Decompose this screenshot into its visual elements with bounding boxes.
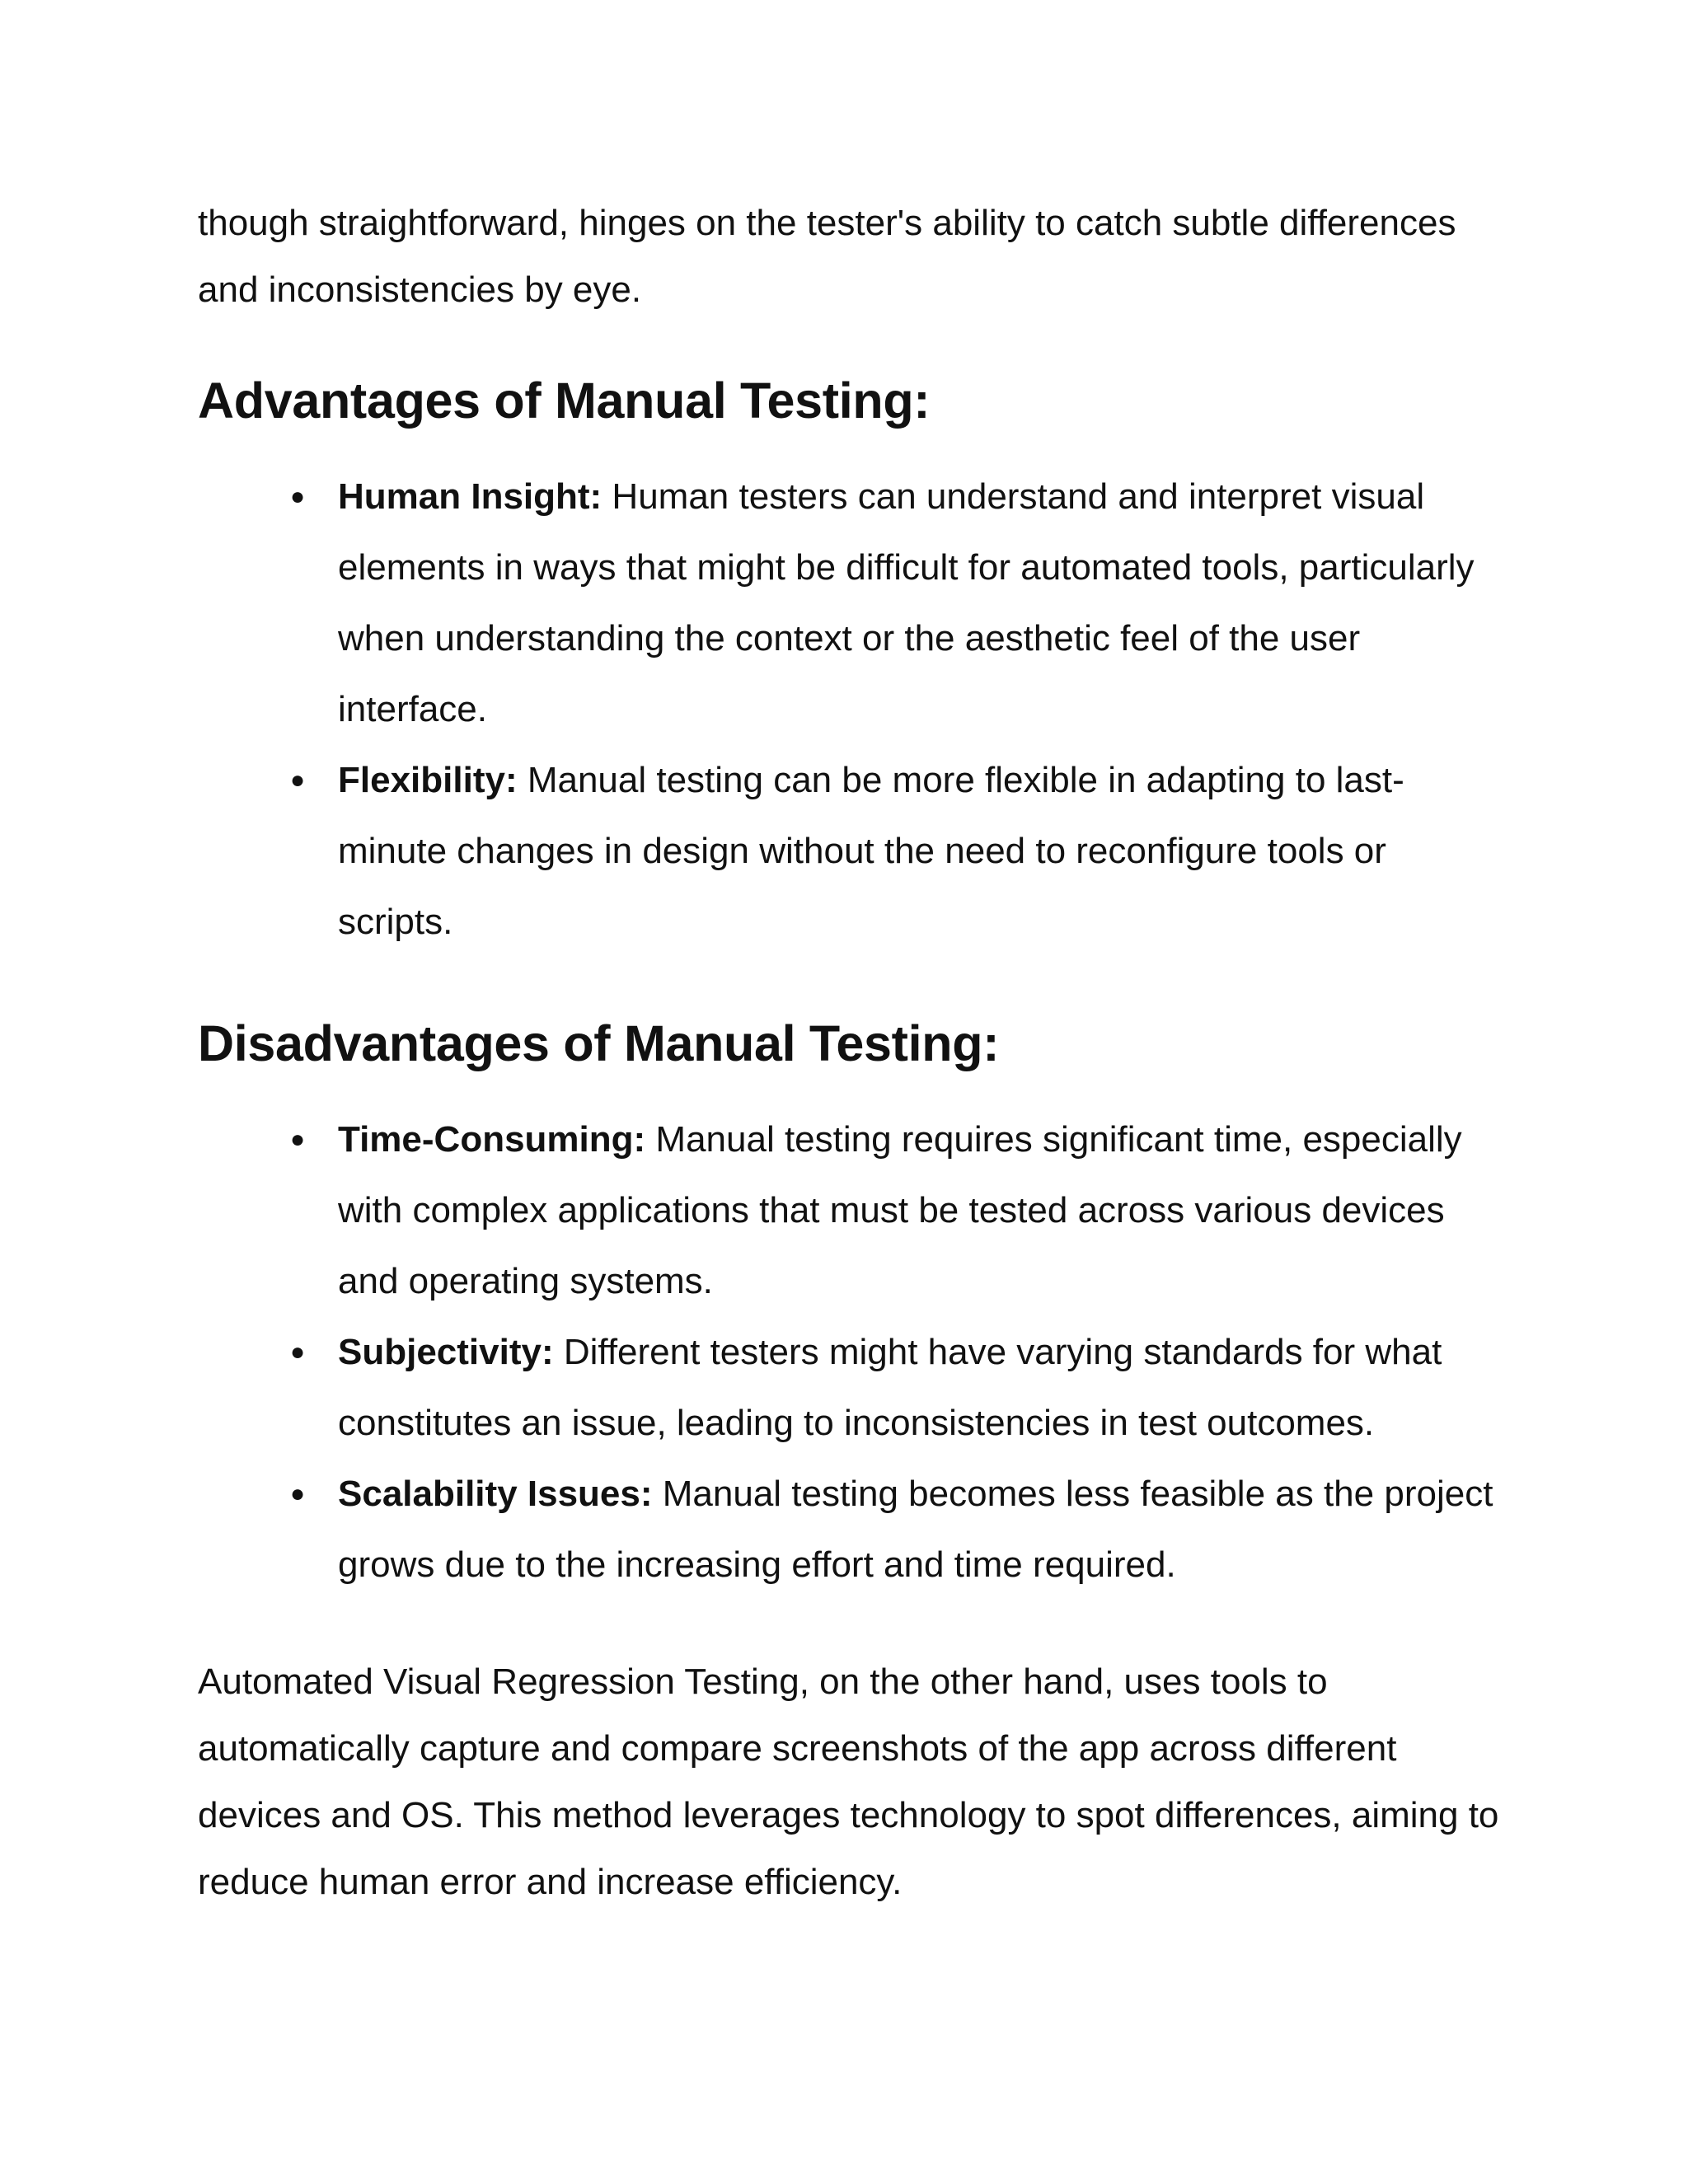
list-item [198,1317,1500,1459]
item-term: Human Insight: [338,476,603,517]
item-text: Manual testing becomes less feasible as the project grows due to the increasing effort and time required. [338,1474,1493,1585]
intro-paragraph: though straightforward, hinges on the tester's ability to catch subtle differences and inconsistencies by eye. [198,203,1456,310]
bullet-icon: ● [290,766,306,794]
document-page [198,190,1500,1915]
item-text: Human testers can understand and interpret visual elements in ways that might be difficult for automated tools, particularly when understanding the context or the aesthetic feel of the user interface. [338,476,1475,729]
item-term: Flexibility: [338,760,518,800]
bullet-icon: ● [290,483,306,510]
bullet-icon: ● [290,1126,306,1153]
disadvantages-list [198,1104,1500,1601]
item-text: Manual testing requires significant time, especially with complex applications that must be tested across various devices and operating systems. [338,1119,1462,1301]
outro-paragraph: Automated Visual Regression Testing, on the other hand, uses tools to automatically capture and compare screenshots of the app across different devices and OS. This method leverages technology to spot differences, aiming to reduce human error and increase efficiency. [198,1661,1499,1902]
list-item [198,745,1500,958]
bullet-icon: ● [290,1338,306,1366]
disadvantages-heading: Disadvantages of Manual Testing: [198,1015,1000,1071]
item-text: Different testers might have varying standards for what constitutes an issue, leading to inconsistencies in test outcomes. [338,1332,1442,1443]
advantages-heading: Advantages of Manual Testing: [198,373,931,429]
list-item [198,1104,1500,1317]
advantages-list [198,462,1500,958]
bullet-icon: ● [290,1480,306,1507]
item-text: Manual testing can be more flexible in adapting to last-minute changes in design without the need to reconfigure tools or scripts. [338,760,1404,942]
list-item [198,1459,1500,1601]
item-term: Scalability Issues: [338,1474,653,1514]
item-term: Time-Consuming: [338,1119,646,1160]
item-term: Subjectivity: [338,1332,554,1372]
list-item [198,462,1500,745]
